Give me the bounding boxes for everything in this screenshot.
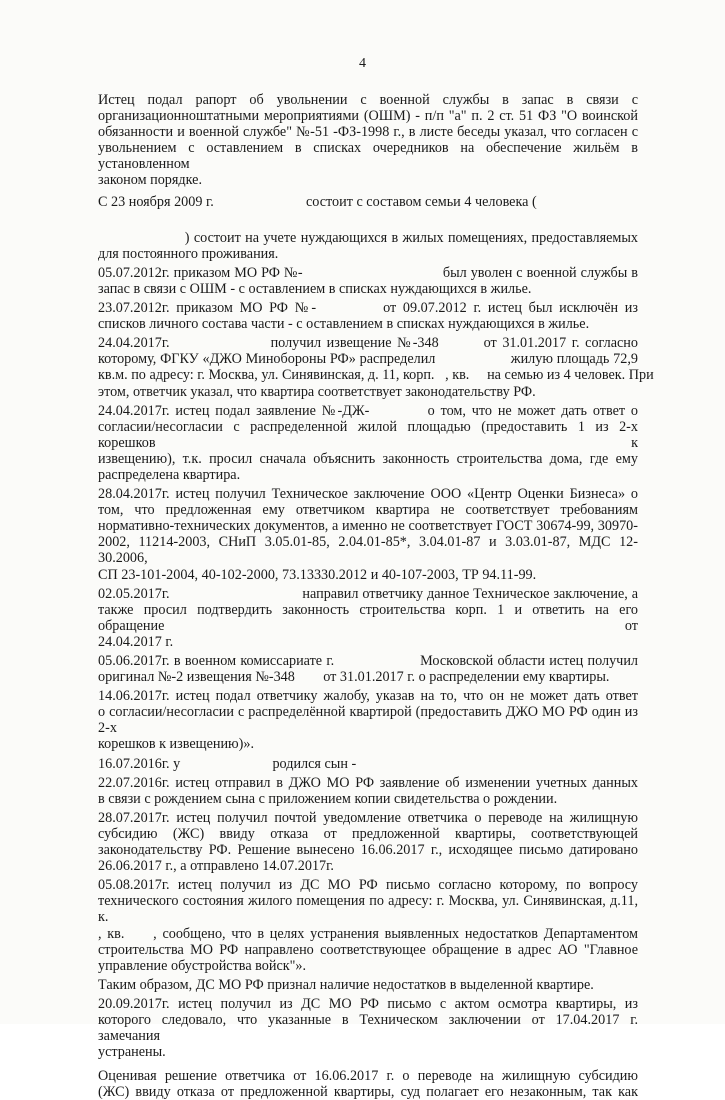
page-number: 4 bbox=[359, 56, 366, 71]
paragraph-technical-conclusion bbox=[98, 486, 638, 583]
text-line: увольнением с оставлением в списках очередников на обеспечение жильём в установленном bbox=[98, 140, 638, 173]
paragraph-subsidy-notice bbox=[98, 810, 638, 874]
text-line: законом порядке. bbox=[98, 172, 203, 189]
text-line: устранены. bbox=[98, 1044, 166, 1061]
text-line: которого следовало, что указанные в Техническом заключении от 17.04.2017 г. замечания bbox=[98, 1011, 638, 1045]
text-line: корешков к извещению)». bbox=[98, 736, 255, 753]
paragraph-since-2009 bbox=[98, 194, 638, 210]
text-line: 26.06.2017 г., а отправлено 14.07.2017г. bbox=[98, 858, 334, 875]
paragraph-registered bbox=[98, 230, 638, 262]
text-line: , кв. , сообщено, что в целях устранения выявленных недостатков Департаментом bbox=[98, 925, 638, 942]
text-line: 02.05.2017г. направил ответчику данное Техническое заключение, а bbox=[98, 585, 638, 602]
text-line: 22.07.2016г. истец отправил в ДЖО МО РФ заявление об изменении учетных данных bbox=[98, 774, 638, 791]
text-line: законодательству РФ. Решение вынесено 16.06.2017 г., исходящее письмо датировано bbox=[98, 842, 638, 859]
text-line: строительства МО РФ направлено соответствующее обращение в адрес АО "Главное bbox=[98, 941, 638, 958]
text-line: 05.08.2017г. истец получил из ДС МО РФ письмо согласно которому, по вопросу bbox=[98, 877, 638, 894]
text-line: согласии/несогласии с распределенной жилой площадью (предоставить 1 из 2-х корешков к bbox=[98, 418, 638, 451]
paragraph-application-dzh bbox=[98, 403, 638, 483]
text-line: С 23 ноября 2009 г. состоит с составом семьи 4 человека ( bbox=[98, 193, 537, 210]
text-line: 24.04.2017г. получил извещение №-348 от 31.01.2017 г. согласно bbox=[98, 335, 638, 352]
text-line: Оценивая решение ответчика от 16.06.2017 г. о переводе на жилищную субсидию bbox=[98, 1068, 638, 1085]
text-line: 24.04.2017г. истец подал заявление №-ДЖ- о том, что не может дать ответ о bbox=[98, 402, 638, 419]
text-line: также просил подтвердить законность строительства корп. 1 и ответить на его обращение от bbox=[98, 601, 638, 634]
text-line: 05.07.2012г. приказом МО РФ №- был уволен с военной службы в bbox=[98, 264, 638, 281]
text-line: запас в связи с ОШМ - с оставлением в списках нуждающихся в жилье. bbox=[98, 280, 532, 297]
text-line: нормативно-технических документов, а именно не соответствует ГОСТ 30674-99, 30970- bbox=[98, 518, 638, 535]
text-line: том, что предложенная ему ответчиком квартира не соответствует требованиям bbox=[98, 502, 638, 519]
text-line: кв.м. по адресу: г. Москва, ул. Синявинская, д. 11, корп. , кв. на семью из 4 человек. При bbox=[98, 367, 654, 384]
paragraph-inspection-act bbox=[98, 996, 638, 1060]
text-line: (ЖС) ввиду отказа от предложенной квартиры, суд полагает его незаконным, так как bbox=[98, 1084, 638, 1100]
text-line: управление обустройства войск"». bbox=[98, 957, 307, 974]
text-line: Таким образом, ДС МО РФ признал наличие недостатков в выделенной квартире. bbox=[98, 976, 594, 993]
paragraph-son-born bbox=[98, 756, 638, 772]
text-line: 20.09.2017г. истец получил из ДС МО РФ письмо с актом осмотра квартиры, из bbox=[98, 995, 638, 1012]
text-line: 28.07.2017г. истец получил почтой уведомление ответчика о переводе на жилищную bbox=[98, 809, 638, 826]
text-line: этом, ответчик указал, что квартира соответствует законодательству РФ. bbox=[98, 383, 536, 400]
text-line: субсидию (ЖС) ввиду отказа от предложенной квартиры, соответствующей bbox=[98, 825, 638, 842]
text-line: СП 23-101-2004, 40-102-2000, 73.13330.2012 и 40-107-2003, ТР 94.11-99. bbox=[98, 566, 537, 583]
paragraph-complaint bbox=[98, 688, 638, 752]
paragraph-original-notice bbox=[98, 653, 638, 685]
paragraph-data-change bbox=[98, 775, 638, 807]
text-line: для постоянного проживания. bbox=[98, 245, 279, 262]
text-line: Истец подал рапорт об увольнении с военной службы в запас в связи с bbox=[98, 92, 638, 108]
paragraph-sent-conclusion bbox=[98, 586, 638, 650]
paragraph-notice-348 bbox=[98, 335, 654, 400]
text-line: которому, ФГКУ «ДЖО Минобороны РФ» распределил жилую площадь 72,9 bbox=[98, 351, 638, 368]
text-line: 14.06.2017г. истец подал ответчику жалобу, указав на то, что он не может дать ответ bbox=[98, 688, 638, 705]
text-line: 24.04.2017 г. bbox=[98, 633, 174, 650]
text-line: о согласии/несогласии с распределённой квартирой (предоставить ДЖО МО РФ один из 2-х bbox=[98, 704, 638, 737]
text-line: организационноштатными мероприятиями (ОШМ) - п/п "а" п. 2 ст. 51 ФЗ "О воинской bbox=[98, 108, 638, 125]
paragraph-2012-dismissal bbox=[98, 265, 638, 297]
paragraph-court-assessment bbox=[98, 1068, 638, 1100]
document-body bbox=[98, 92, 654, 1100]
paragraph-2012-excluded bbox=[98, 300, 638, 332]
text-line: извещению), т.к. просил сначала объяснить законность строительства дома, где ему bbox=[98, 450, 638, 467]
text-line: распределена квартира. bbox=[98, 466, 241, 483]
text-line: 28.04.2017г. истец получил Техническое заключение ООО «Центр Оценки Бизнеса» о bbox=[98, 486, 638, 503]
text-line: списков личного состава части - с оставлением в списках нуждающихся в жилье. bbox=[98, 316, 590, 333]
text-line: обязанности и военной службе" №-51 -ФЗ-1998 г., в листе беседы указал, что согласен с bbox=[98, 124, 638, 141]
text-line: оригинал №-2 извещения №-348 от 31.01.2017 г. о распределении ему квартиры. bbox=[98, 669, 610, 686]
text-line: 16.07.2016г. у родился сын - bbox=[98, 755, 357, 772]
paragraph-ds-letter bbox=[98, 877, 638, 974]
text-line: 23.07.2012г. приказом МО РФ №- от 09.07.2012 г. истец был исключён из bbox=[98, 300, 638, 317]
text-line: в связи с рождением сына с приложением копии свидетельства о рождении. bbox=[98, 790, 558, 807]
text-line: 05.06.2017г. в военном комиссариате г. Московской области истец получил bbox=[98, 653, 638, 669]
paragraph-defects-admitted bbox=[98, 977, 638, 993]
text-line: 2002, 11214-2003, СНиП 3.05.01-85, 2.04.01-85*, 3.04.01-87 и 3.03.01-87, МДС 12-30.2006, bbox=[98, 534, 638, 567]
paragraph-resignation bbox=[98, 92, 638, 189]
text-line: ) состоит на учете нуждающихся в жилых помещениях, предоставляемых bbox=[98, 229, 638, 246]
text-line: технического состояния жилого помещения по адресу: г. Москва, ул. Синявинская, д.11, к. bbox=[98, 893, 638, 926]
